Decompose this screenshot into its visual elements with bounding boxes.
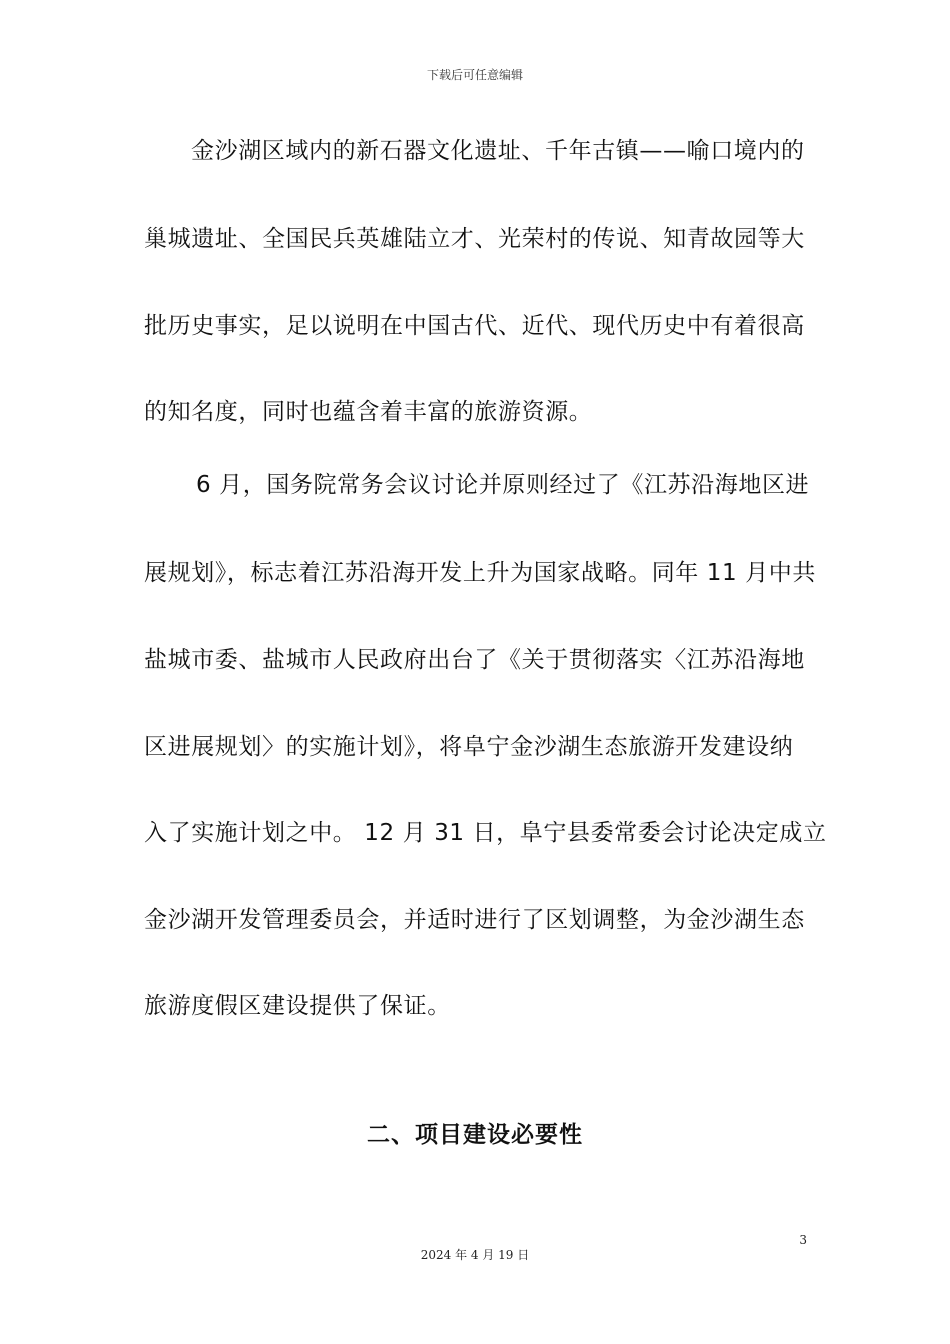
paragraph-line: 盐城市委、盐城市人民政府出台了《关于贯彻落实〈江苏沿海地 xyxy=(144,647,805,673)
paragraph-line: 6 月，国务院常务会议讨论并原则经过了《江苏沿海地区进 xyxy=(196,472,810,498)
paragraph-line: 区进展规划〉的实施计划》，将阜宁金沙湖生态旅游开发建设纳 xyxy=(144,734,794,760)
section-heading: 二、项目建设必要性 xyxy=(367,1122,583,1148)
paragraph-line: 巢城遗址、全国民兵英雄陆立才、光荣村的传说、知青故园等大 xyxy=(144,226,805,252)
paragraph-line: 金沙湖区域内的新石器文化遗址、千年古镇——喻口境内的 xyxy=(191,138,805,164)
header-note: 下载后可任意编辑 xyxy=(426,68,523,82)
footer-date: 2024 年 4 月 19 日 xyxy=(420,1248,530,1262)
paragraph-line: 批历史事实，足以说明在中国古代、近代、现代历史中有着很高 xyxy=(144,313,805,339)
page-number: 3 xyxy=(799,1233,807,1247)
paragraph-line: 展规划》，标志着江苏沿海开发上升为国家战略。同年 11 月中共 xyxy=(144,560,816,586)
paragraph-line: 入了实施计划之中。 12 月 31 日，阜宁县委常委会讨论决定成立 xyxy=(144,820,827,846)
paragraph-line: 金沙湖开发管理委员会，并适时进行了区划调整，为金沙湖生态 xyxy=(144,907,805,933)
paragraph-line: 的知名度，同时也蕴含着丰富的旅游资源。 xyxy=(144,399,593,425)
paragraph-line: 旅游度假区建设提供了保证。 xyxy=(144,993,451,1019)
